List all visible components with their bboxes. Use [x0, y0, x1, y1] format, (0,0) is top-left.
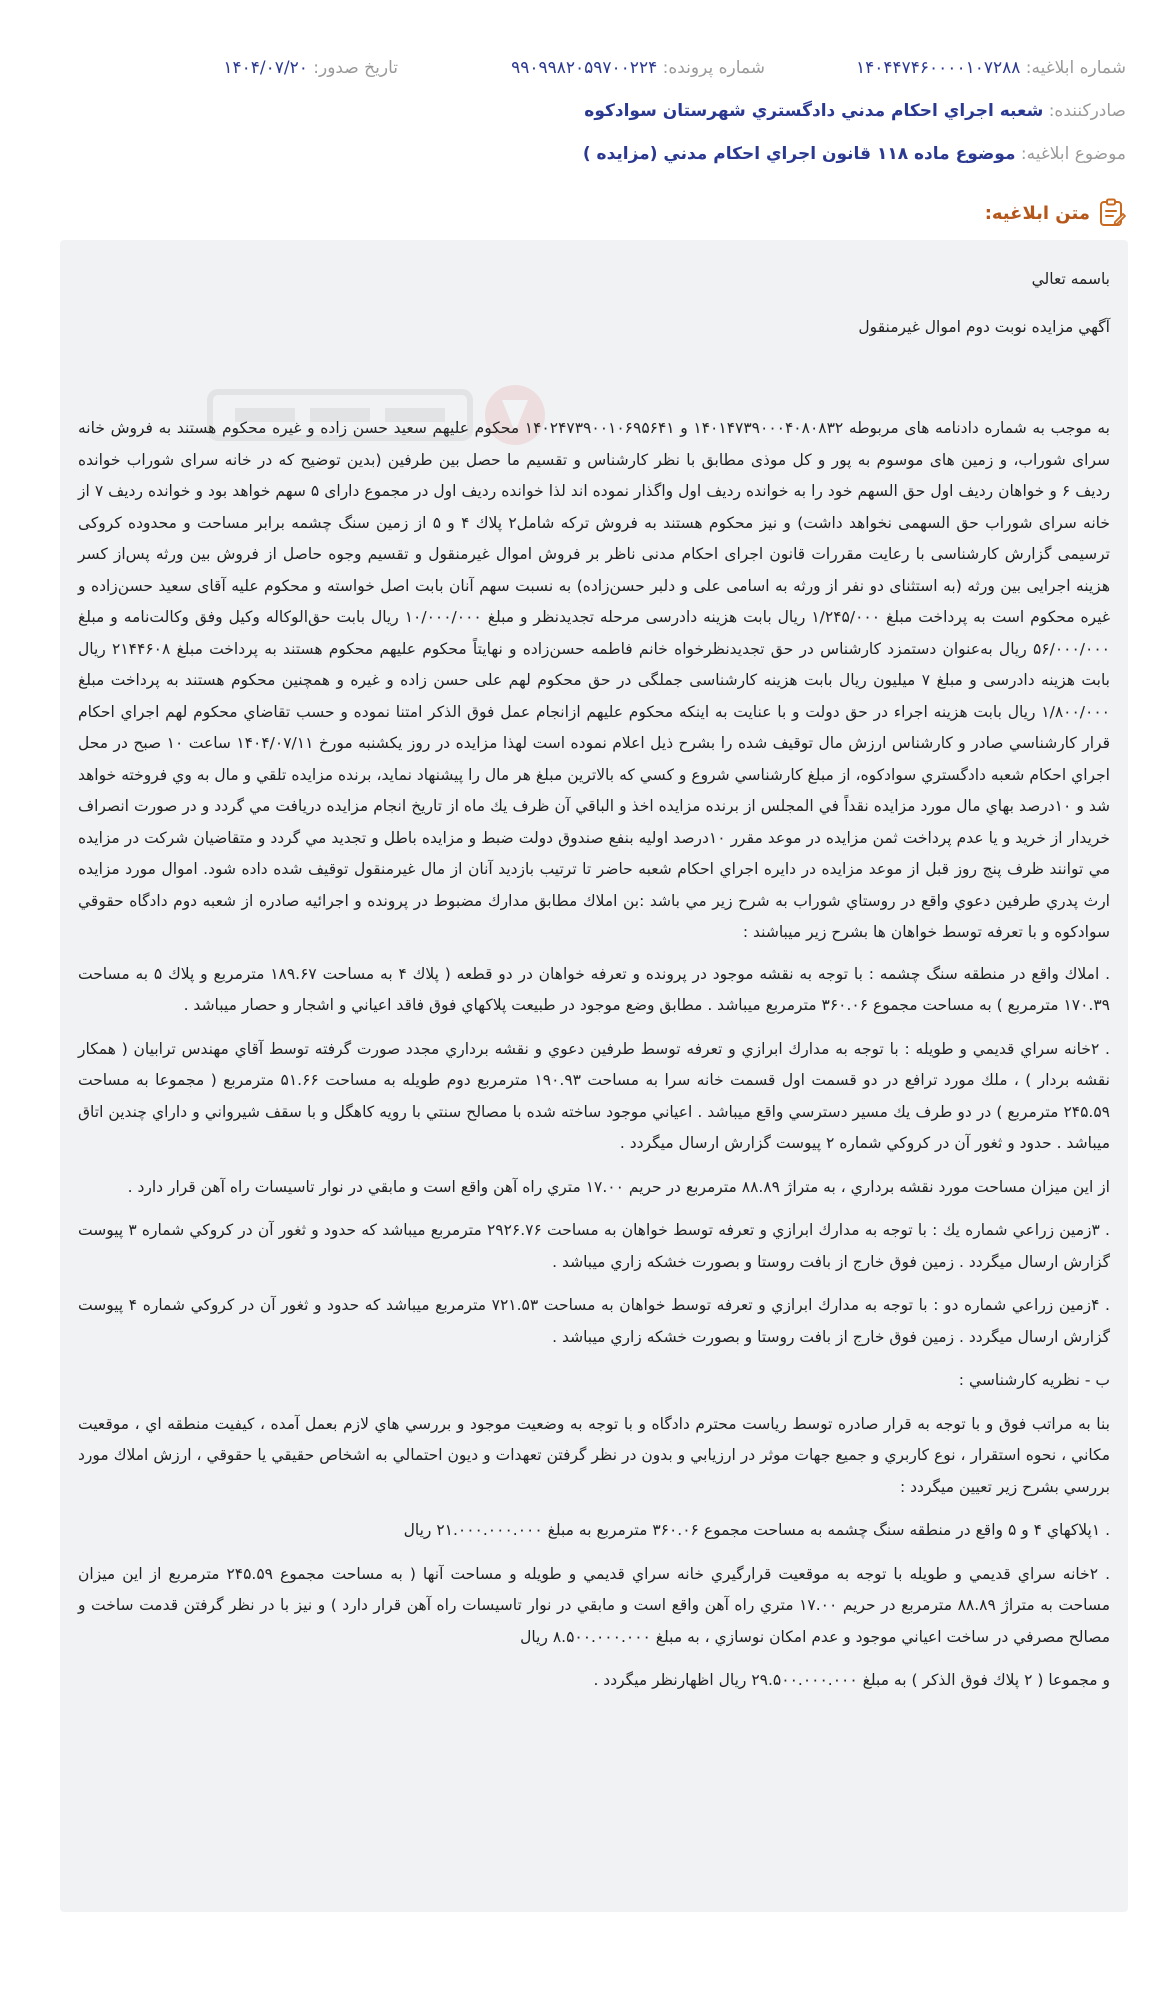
notice-number-label: شماره ابلاغيه:: [1025, 58, 1126, 78]
doc-subtitle: آگهي مزايده نوبت دوم اموال غيرمنقول: [858, 317, 1110, 336]
file-number-value: ۹۹۰۹۹۸۲۰۵۹۷۰۰۲۲۴: [511, 58, 658, 78]
notice-number-value: ۱۴۰۴۴۷۴۶۰۰۰۰۱۰۷۲۸۸: [856, 58, 1021, 78]
notice-text-label: متن ابلاغيه:: [984, 202, 1090, 224]
issue-date-label: تاريخ صدور:: [313, 58, 398, 78]
property-item-2-note: از اين ميزان مساحت مورد نقشه برداري ، به متراژ ۸۸.۸۹ مترمربع در حريم ۱۷.۰۰ متري راه آهن واقع است و مابقي در نوار تاسيسات راه آهن قرار دارد .: [127, 1177, 1110, 1196]
property-item-4: . ۴زمين زراعي شماره دو : با توجه به مدارك ابرازي و تعرفه توسط خواهان به مساحت ۷۲۱.۵۳ مترمربع ميباشد كه حدود و ثغور آن در كروكي شماره ۴ پيوست گزارش ارسال ميگردد . زمين فوق خارج از بافت روستا و بصورت خشكه زاري ميباشد .: [78, 1296, 1110, 1346]
main-paragraph: به موجب به شماره دادنامه هاى مربوطه ۱۴۰۱۴۷۳۹۰۰۰۴۰۸۰۸۳۲ و ۱۴۰۲۴۷۳۹۰۰۱۰۶۹۵۶۴۱ محكوم عليهم سعيد حسن زاده و غيره محكوم هستند به فروش خانه سراى شوراب، و زمين هاى موسوم به پور و كل موذى مطابق با نظر كارشناس و تقسيم ما حصل بين طرفين (بدين توضيح كه در خانه سراى شوراب خوانده رديف ۶ و خواهان رديف اول حق السهم خود را به خوانده رديف اول واگذار نموده اند لذا خوانده رديف اول در مجموع داراى ۵ سهم خواهد بود و خوانده رديف ۷ از خانه سراى شوراب حق السهمى نخواهد داشت) و نيز محكوم هستند به فروش تركه شامل۲ پلاك ۴ و ۵ از زمين سنگ چشمه برابر مساحت و محدوده كروكى ترسيمى گزارش كارشناسى با رعايت مقررات قانون اجراى احكام مدنى ناظر بر فروش اموال غيرمنقول و تقسيم وجوه حاصل از فروش بين ورثه پس‌از كسر هزينه اجرايى بين ورثه (به استثناى دو نفر از ورثه به اسامى على و دلبر حسن‌زاده) به نسبت سهم آنان بابت اصل خواسته و محكوم عليه آقاى سعيد حسن‌زاده و غيره محكوم است به پرداخت مبلغ ۱/۲۴۵/۰۰۰ ريال بابت هزينه دادرسى مرحله تجديدنظر و مبلغ ۱۰/۰۰۰/۰۰۰ ريال بابت حق‌الوكاله وكيل وفق وكالت‌نامه و مبلغ ۵۶/۰۰۰/۰۰۰ ريال به‌عنوان دستمزد كارشناس در حق تجديدنظرخواه خانم فاطمه حسن‌زاده و نهايتاً محكوم عليهم محكوم هستند به پرداخت مبلغ ۲۱۴۴۶۰۸ ريال بابت هزينه دادرسى و مبلغ ۷ ميليون ريال بابت هزينه كارشناسى جملگى در حق محكوم لهم على حسن زاده و غيره و همچنين محكوم هستند به پرداخت مبلغ ۱/۸۰۰/۰۰۰ ريال بابت هزينه اجراء در حق دولت و با عنايت به اينكه محكوم عليهم ازانجام عمل فوق الذكر امتنا نموده و حسب تقاضاي محكوم لهم اجراي احكام قرار كارشناسي صادر و كارشناس ارزش مال توقيف شده را بشرح ذيل اعلام نموده است لهذا مزايده در روز يكشنبه مورخ ۱۴۰۴/۰۷/۱۱ ساعت ۱۰ صبح در محل اجراي احكام شعبه دادگستري سوادكوه، از مبلغ كارشناسي شروع و كسي كه بالاترين مبلغ هر مال را پيشنهاد نمايد، برنده مزايده تلقي و مال به وي فروخته خواهد شد و ۱۰درصد بهاي مال مورد مزايده نقداً في المجلس از برنده مزايده اخذ و الباقي آن ظرف يك ماه از تاريخ انجام مزايده دريافت مي گردد و در صورت انصراف خريدار از خريد و يا عدم پرداخت ثمن مزايده در موعد مقرر ۱۰درصد اوليه بنفع صندوق دولت ضبط و مزايده باطل و تجديد مي گردد و متقاضيان شركت در مزايده مي توانند ظرف پنج روز قبل از موعد مزايده در دايره اجراي احكام شعبه حاضر تا ترتيب بازديد آنان از مال غيرمنقول توقيف شده داده شود. اموال مورد مزايده ارث پدري طرفين دعوي واقع در روستاي شوراب به شرح زير مي باشد :بن املاك مطابق مدارك مضبوط در پرونده و اجرائيه صادره از شعبه دوم دادگاه حقوقي سوادكوه و با تعرفه توسط خواهان ها بشرح زير ميباشند :: [78, 419, 1111, 941]
property-item-2: . ۲خانه سراي قديمي و طويله : با توجه به مدارك ابرازي و تعرفه توسط طرفين دعوي و نقشه برداري مجدد صورت گرفته توسط آقاي مهندس ترابيان ( همكار نقشه بردار ) ، ملك مورد ترافع در دو قسمت اول قسمت خانه سرا به مساحت ۱۹۰.۹۳ مترمربع دوم طويله به مساحت ۵۱.۶۶ مترمربع ( مجموعا به مساحت ۲۴۵.۵۹ مترمربع ) در دو طرف يك مسير دسترسي واقع ميباشد . اعياني موجود ساخته شده با مصالح سنتي با رويه كاهگل و با سقف شيرواني و داراي چندين اتاق ميباشد . حدود و ثغور آن در كروكي شماره ۲ پيوست گزارش ارسال ميگردد .: [78, 1039, 1111, 1152]
property-item-3: . ۳زمين زراعي شماره يك : با توجه به مدارك ابرازي و تعرفه توسط خواهان به مساحت ۲۹۲۶.۷۶ مترمربع ميباشد كه حدود و ثغور آن در كروكي شماره ۳ پيوست گزارش ارسال ميگردد . زمين فوق خارج از بافت روستا و بصورت خشكه زاري ميباشد .: [78, 1221, 1110, 1271]
issuer-row: [0, 99, 1126, 123]
issuer-value: شعبه اجراي احكام مدني دادگستري شهرستان سوادكوه: [584, 101, 1044, 121]
notice-text-header: [985, 198, 1126, 228]
section-b-heading: ب - نظريه كارشناسي :: [958, 1371, 1110, 1389]
subject-value: موضوع ماده ۱۱۸ قانون اجراي احكام مدني (مزايده ): [582, 144, 1016, 164]
notice-text-box: [60, 240, 1128, 1912]
valuation-total: و مجموعا ( ۲ پلاك فوق الذكر ) به مبلغ ۲۹.۵۰۰.۰۰۰.۰۰۰ ريال اظهارنظر ميگردد .: [593, 1671, 1110, 1689]
expert-opinion: بنا به مراتب فوق و با توجه به قرار صادره توسط رياست محترم دادگاه و با توجه به وضعيت موجود و بررسي هاي لازم بعمل آمده ، كيفيت منطقه اي ، موقعيت مكاني ، نحوه استقرار ، نوع كاربري و جميع جهات موثر در ارزيابي و بدون در نظر گرفتن تعهدات و ديون احتمالي به اشخاص حقيقي يا حقوقي ، ارزش املاك مورد بررسي بشرح زير تعيين ميگردد :: [78, 1414, 1110, 1496]
property-item-1: . املاك واقع در منطقه سنگ چشمه : با توجه به نقشه موجود در پرونده و تعرفه خواهان در دو قطعه ( پلاك ۴ به مساحت ۱۸۹.۶۷ مترمربع و پلاك ۵ به مساحت ۱۷۰.۳۹ مترمربع ) به مساحت مجموع ۳۶۰.۰۶ مترمربع ميباشد . مطابق وضع موجود در طبيعت پلاكهاي فوق فاقد اعياني و اشجار و حصار ميباشد .: [78, 964, 1110, 1014]
document-icon: [1098, 198, 1126, 228]
notice-number: [856, 56, 1126, 80]
valuation-item-1: . ۱پلاكهاي ۴ و ۵ واقع در منطقه سنگ چشمه به مساحت مجموع ۳۶۰.۰۶ مترمربع به مبلغ ۲۱.۰۰۰.۰۰۰.۰۰۰ ريال: [403, 1521, 1110, 1539]
doc-title: باسمه تعالي: [1031, 270, 1110, 288]
subject-label: موضوع ابلاغيه:: [1020, 144, 1126, 164]
issuer-label: صادرکننده:: [1048, 101, 1126, 121]
issue-date: [223, 56, 398, 80]
file-number: [511, 56, 765, 80]
issue-date-value: ۱۴۰۴/۰۷/۲۰: [223, 58, 308, 78]
file-number-label: شماره پرونده:: [662, 58, 765, 78]
valuation-item-2: . ۲خانه سراي قديمي و طويله با توجه به موقعيت قرارگيري خانه سراي قديمي و طويله و مساحت آنها ( به مساحت مجموع ۲۴۵.۵۹ مترمربع از اين ميزان مساحت به متراژ ۸۸.۸۹ مترمربع در حريم ۱۷.۰۰ متري راه آهن واقع است و مابقي در نوار تاسيسات راه آهن قرار دارد ) و نيز با در نظر گرفتن قدمت ساخت و مصالح مصرفي در ساخت اعياني موجود و عدم امكان نوسازي ، به مبلغ ۸.۵۰۰.۰۰۰.۰۰۰ ريال: [78, 1564, 1111, 1646]
subject-row: [0, 142, 1126, 166]
